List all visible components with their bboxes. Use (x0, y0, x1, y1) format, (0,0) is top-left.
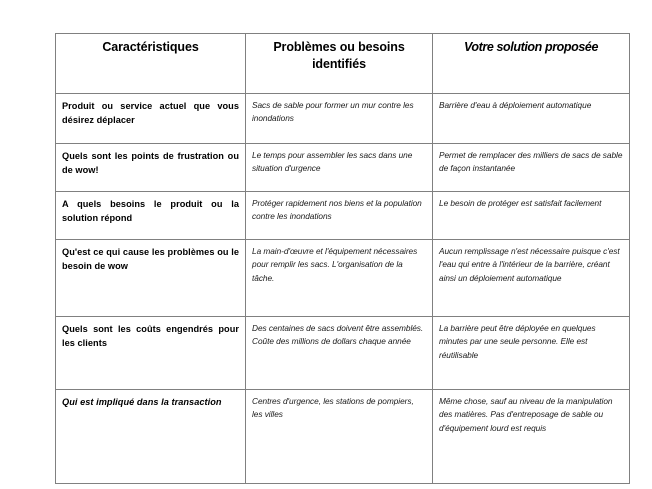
table-row (56, 390, 630, 484)
cell-solution-cause-problemes: Aucun remplissage n'est nécessaire puisque c'est l'eau qui entre à l'intérieur de la barrière, créant ainsi un déploiement automatique (433, 240, 630, 317)
table-row (56, 317, 630, 390)
cell-question-points-frustration: Quels sont les points de frustration ou de wow! (56, 144, 246, 192)
cell-question-cause-problemes: Qu'est ce qui cause les problèmes ou le besoin de wow (56, 240, 246, 317)
table-row (56, 240, 630, 317)
cell-probleme-implique-transaction: Centres d'urgence, les stations de pompiers, les villes (246, 390, 433, 484)
cell-solution-points-frustration: Permet de remplacer des milliers de sacs de sable de façon instantanée (433, 144, 630, 192)
table-row (56, 94, 630, 144)
value-proposition-table (55, 33, 630, 484)
table-header (56, 34, 630, 94)
column-header-problemes: Problèmes ou besoins identifiés (246, 34, 433, 94)
cell-question-besoins-repond: A quels besoins le produit ou la solution répond (56, 192, 246, 240)
column-header-caracteristiques: Caractéristiques (56, 34, 246, 94)
cell-solution-produit-actuel: Barrière d'eau à déploiement automatique (433, 94, 630, 144)
table-body (56, 94, 630, 484)
cell-probleme-produit-actuel: Sacs de sable pour former un mur contre les inondations (246, 94, 433, 144)
cell-question-produit-actuel: Produit ou service actuel que vous désirez déplacer (56, 94, 246, 144)
cell-probleme-besoins-repond: Protéger rapidement nos biens et la population contre les inondations (246, 192, 433, 240)
cell-probleme-points-frustration: Le temps pour assembler les sacs dans une situation d'urgence (246, 144, 433, 192)
cell-question-couts-clients: Quels sont les coûts engendrés pour les clients (56, 317, 246, 390)
cell-question-implique-transaction: Qui est impliqué dans la transaction (56, 390, 246, 484)
table-row (56, 144, 630, 192)
cell-probleme-couts-clients: Des centaines de sacs doivent être assemblés. Coûte des millions de dollars chaque année (246, 317, 433, 390)
table-header-row (56, 34, 630, 94)
column-header-solution: Votre solution proposée (433, 34, 630, 94)
cell-solution-implique-transaction: Même chose, sauf au niveau de la manipulation des matières. Pas d'entreposage de sable ou d'équipement lourd est requis (433, 390, 630, 484)
cell-probleme-cause-problemes: La main-d'œuvre et l'équipement nécessaires pour remplir les sacs. L'organisation de la tâche. (246, 240, 433, 317)
cell-solution-besoins-repond: Le besoin de protéger est satisfait facilement (433, 192, 630, 240)
cell-solution-couts-clients: La barrière peut être déployée en quelques minutes par une seule personne. Elle est réutilisable (433, 317, 630, 390)
table-row (56, 192, 630, 240)
